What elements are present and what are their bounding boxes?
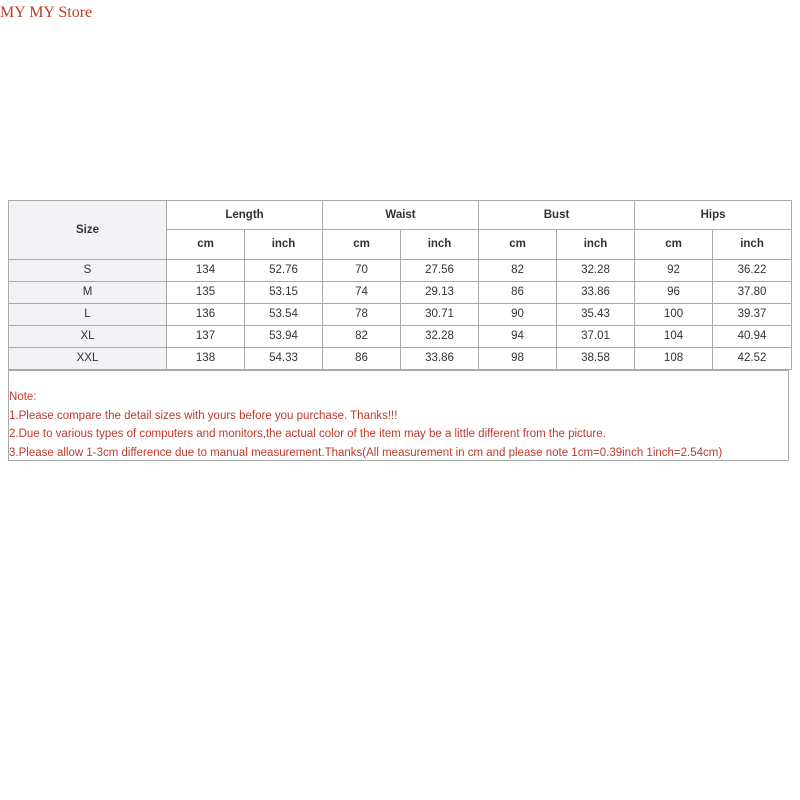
table-cell: 82 — [479, 260, 557, 282]
table-cell: 78 — [323, 304, 401, 326]
table-row — [9, 282, 792, 304]
table-cell: 100 — [635, 304, 713, 326]
size-cell: M — [9, 282, 167, 304]
table-cell: 35.43 — [557, 304, 635, 326]
size-cell: XL — [9, 326, 167, 348]
unit-header: cm — [167, 230, 245, 260]
unit-header: inch — [713, 230, 792, 260]
unit-header: inch — [245, 230, 323, 260]
note-line: 1.Please compare the detail sizes with yours before you purchase. Thanks!!! — [9, 409, 398, 422]
table-row — [9, 348, 792, 370]
note-line: 3.Please allow 1-3cm difference due to manual measurement.Thanks(All measurement in cm and please note 1cm=0.39inch 1inch=2.54cm) — [9, 446, 723, 459]
table-row — [9, 260, 792, 282]
table-cell: 86 — [323, 348, 401, 370]
table-cell: 138 — [167, 348, 245, 370]
table-cell: 53.15 — [245, 282, 323, 304]
hips-header: Hips — [635, 201, 792, 230]
notes-title: Note: — [9, 391, 37, 403]
table-cell: 134 — [167, 260, 245, 282]
note-line: 2.Due to various types of computers and monitors,the actual color of the item may be a little different from the picture. — [9, 428, 606, 440]
table-cell: 53.94 — [245, 326, 323, 348]
table-cell: 33.86 — [401, 348, 479, 370]
table-cell: 39.37 — [713, 304, 792, 326]
size-cell: L — [9, 304, 167, 326]
table-row — [9, 304, 792, 326]
size-column-header: Size — [9, 201, 167, 260]
unit-header: inch — [557, 230, 635, 260]
table-cell: 32.28 — [557, 260, 635, 282]
size-chart-table — [8, 200, 792, 370]
unit-header: cm — [323, 230, 401, 260]
table-cell: 27.56 — [401, 260, 479, 282]
table-cell: 36.22 — [713, 260, 792, 282]
table-cell: 82 — [323, 326, 401, 348]
table-cell: 92 — [635, 260, 713, 282]
table-row — [9, 326, 792, 348]
table-cell: 52.76 — [245, 260, 323, 282]
notes-box — [8, 370, 789, 461]
table-cell: 38.58 — [557, 348, 635, 370]
table-cell: 94 — [479, 326, 557, 348]
table-cell: 74 — [323, 282, 401, 304]
unit-header: cm — [635, 230, 713, 260]
table-cell: 37.80 — [713, 282, 792, 304]
table-cell: 135 — [167, 282, 245, 304]
bust-header: Bust — [479, 201, 635, 230]
table-cell: 70 — [323, 260, 401, 282]
table-cell: 86 — [479, 282, 557, 304]
size-cell: S — [9, 260, 167, 282]
waist-header: Waist — [323, 201, 479, 230]
length-header: Length — [167, 201, 323, 230]
table-cell: 29.13 — [401, 282, 479, 304]
table-cell: 53.54 — [245, 304, 323, 326]
table-cell: 137 — [167, 326, 245, 348]
table-cell: 136 — [167, 304, 245, 326]
table-header-groups — [9, 201, 792, 230]
table-cell: 54.33 — [245, 348, 323, 370]
table-cell: 30.71 — [401, 304, 479, 326]
store-name: MY MY Store — [0, 4, 93, 21]
size-cell: XXL — [9, 348, 167, 370]
unit-header: cm — [479, 230, 557, 260]
table-cell: 104 — [635, 326, 713, 348]
table-cell: 96 — [635, 282, 713, 304]
table-cell: 32.28 — [401, 326, 479, 348]
table-cell: 108 — [635, 348, 713, 370]
table-cell: 42.52 — [713, 348, 792, 370]
table-cell: 33.86 — [557, 282, 635, 304]
table-cell: 90 — [479, 304, 557, 326]
table-cell: 40.94 — [713, 326, 792, 348]
table-cell: 98 — [479, 348, 557, 370]
table-cell: 37.01 — [557, 326, 635, 348]
unit-header: inch — [401, 230, 479, 260]
